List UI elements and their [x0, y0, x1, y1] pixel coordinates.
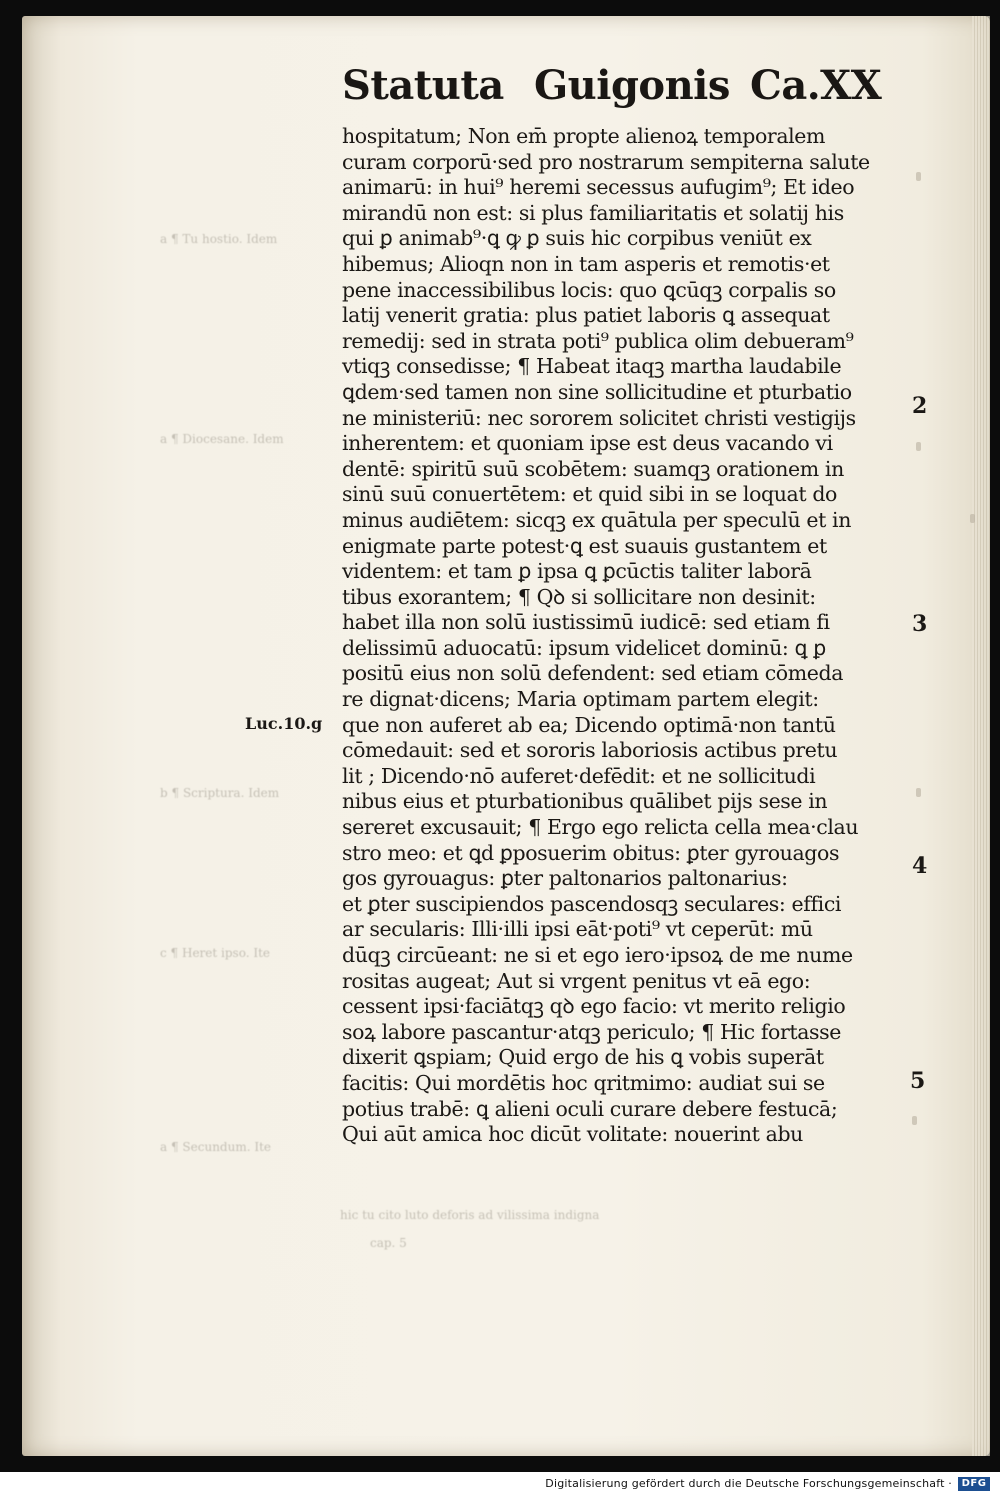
text-line: lit ; Dicendo·nō auferet·defēdit: et ne sollicitudi [342, 763, 816, 788]
text-line: hibemus; Alioqn non in tam asperis et remotis·et [342, 251, 830, 276]
text-line: cōmedauit: sed et sororis laboriosis actibus pretu [342, 738, 838, 763]
text-line: latij venerit gratia: plus patiet laboris ꝗ assequat [342, 303, 830, 328]
text-line: gos gyrouagus: ꝑter paltonarios paltonarius: [342, 866, 788, 891]
text-line: ne ministeriū: nec sororem solicitet christi vestigijs [342, 405, 856, 430]
margin-number: 2 [912, 393, 928, 419]
text-line: videntem: et tam ꝑ ipsa ꝗ ꝑcūctis taliter laborā [342, 559, 812, 584]
text-line: tibus exorantem; ¶ Qꝺ si sollicitare non desinit: [342, 584, 816, 609]
bleed-through-text: c ¶ Heret ipso. Ite [160, 946, 271, 960]
text-line: minus audiētem: sicqꝫ ex quātula per speculū et in [342, 507, 852, 532]
header-author: Guigonis [534, 62, 730, 109]
bleed-through-text: a ¶ Secundum. Ite [160, 1140, 271, 1154]
text-line: pene inaccessibilibus locis: quo ꝗcūqꝫ corpalis so [342, 277, 836, 302]
text-line: dixerit ꝗspiam; Quid ergo de his ꝗ vobis superāt [342, 1045, 824, 1070]
bleed-through-text: b ¶ Scriptura. Idem [160, 786, 280, 800]
text-line: hospitatum; Non em̄ propte alienoꝝ temporalem [342, 124, 826, 148]
text-line: Qui aūt amica hoc dicūt volitate: nouerint abu [342, 1122, 803, 1147]
text-line: et ꝑter suscipiendos pascendosqꝫ seculares: effici [342, 891, 842, 916]
text-line: animarū: in hui⁹ heremi secessus aufugim⁹; Et ideo [342, 175, 855, 200]
text-line: delissimū aduocatū: ipsum videlicet dominū: ꝗ ꝑ [342, 635, 826, 660]
text-line: qui ꝑ animab⁹·ꝗ ꝙ ꝑ suis hic corpibus veniūt ex [342, 226, 812, 251]
text-line: stro meo: et ꝗd ꝑposuerim obitus: ꝑter gyrouagos [342, 840, 840, 865]
text-line: curam corporū·sed pro nostrarum sempiterna salute [342, 149, 870, 174]
margin-number: 5 [910, 1068, 926, 1094]
text-line: remedij: sed in strata poti⁹ publica olim debueram⁹ [342, 328, 854, 353]
paper-speck [916, 442, 921, 451]
running-header [342, 62, 882, 122]
text-line: vtiqꝫ consedisse; ¶ Habeat itaqꝫ martha laudabile [342, 354, 842, 379]
header-title: Statuta [342, 62, 504, 109]
text-line: cessent ipsi·faciātqꝫ qꝺ ego facio: vt merito religio [342, 994, 846, 1019]
text-line: mirandū non est: si plus familiaritatis et solatij his [342, 200, 844, 225]
bleed-through-text: a ¶ Diocesane. Idem [160, 432, 284, 446]
margin-number: 4 [912, 853, 928, 879]
text-line: sereret excusauit; ¶ Ergo ego relicta cella mea·clau [342, 815, 859, 840]
text-line: inherentem: et quoniam ipse est deus vacando vi [342, 431, 833, 456]
footer-bar [0, 1472, 1000, 1498]
bleed-through-text: hic tu cito luto deforis ad vilissima indigna [340, 1208, 600, 1222]
paper-speck [916, 788, 921, 797]
margin-reference: Luc.10.g [245, 714, 323, 733]
dfg-logo: DFG [958, 1477, 990, 1491]
text-line: ꝗdem·sed tamen non sine sollicitudine et pturbatio [342, 379, 852, 404]
paper-speck [916, 172, 921, 181]
paper-speck [912, 1116, 917, 1125]
paper-speck [970, 514, 975, 523]
text-line: positū eius non solū defendent: sed etiam cōmeda [342, 661, 844, 686]
text-line: que non auferet ab ea; Dicendo optimā·non tantū [342, 712, 836, 737]
text-line: potius trabē: ꝗ alieni oculi curare debere festucā; [342, 1096, 838, 1121]
bleed-through-text: a ¶ Tu hostio. Idem [160, 232, 278, 246]
text-line: habet illa non solū iustissimū iudicē: sed etiam fi [342, 610, 830, 635]
text-line: enigmate parte potest·ꝗ est suauis gustantem et [342, 533, 827, 558]
page-edge [972, 16, 990, 1456]
header-chapter: Ca.XX [750, 62, 882, 109]
text-line: re dignat·dicens; Maria optimam partem elegit: [342, 687, 819, 712]
text-line: dūqꝫ circūeant: ne si et ego iero·ipsoꝝ de me nume [342, 943, 853, 967]
text-line: ar secularis: Illi·illi ipsi eāt·poti⁹ vt ceperūt: mū [342, 917, 813, 942]
text-line: soꝝ labore pascantur·atqꝫ periculo; ¶ Hic fortasse [342, 1019, 841, 1044]
text-line: dentē: spiritū suū scobētem: suamqꝫ orationem in [342, 456, 844, 481]
margin-number: 3 [912, 611, 928, 637]
text-line: sinū suū conuertētem: et quid sibi in se loquat do [342, 482, 837, 507]
bleed-through-text: cap. 5 [370, 1236, 407, 1250]
text-line: nibus eius et pturbationibus quālibet pijs sese in [342, 789, 828, 814]
text-line: facitis: Qui mordētis hoc qritmimo: audiat sui se [342, 1070, 825, 1095]
text-line: rositas augeat; Aut si vrgent penitus vt eā ego: [342, 968, 811, 993]
main-text-block [342, 124, 902, 1148]
funding-credit: Digitalisierung gefördert durch die Deutsche Forschungsgemeinschaft · [545, 1477, 952, 1490]
